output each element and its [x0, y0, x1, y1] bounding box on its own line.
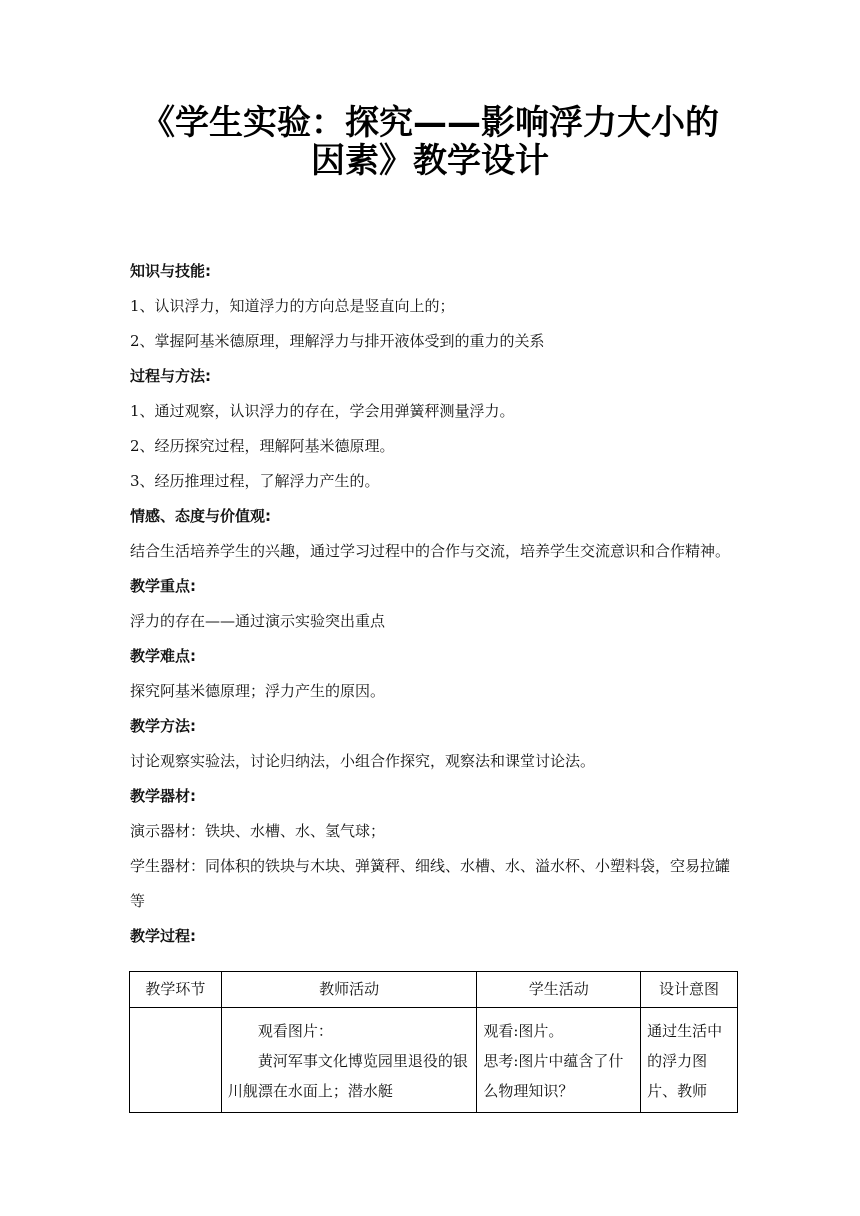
header-student: 学生活动 — [477, 972, 641, 1008]
student-cell — [477, 1008, 641, 1113]
process-item: 3、经历推理过程，了解浮力产生的。 — [130, 472, 380, 490]
knowledge-heading: 知识与技能: — [130, 262, 211, 280]
teacher-cell — [221, 1008, 477, 1113]
procedure-table — [129, 971, 738, 1113]
knowledge-item: 1、认识浮力，知道浮力的方向总是竖直向上的； — [130, 297, 455, 315]
document-title — [100, 104, 760, 180]
method-heading: 教学方法: — [130, 717, 196, 735]
intent-cell — [641, 1008, 738, 1113]
knowledge-item: 2、掌握阿基米德原理，理解浮力与排开液体受到的重力的关系 — [130, 332, 545, 350]
equipment-heading: 教学器材: — [130, 787, 196, 805]
key-heading: 教学重点: — [130, 577, 196, 595]
intent-text: 通过生活中的浮力图片、教师 — [647, 1022, 723, 1100]
title-line-2: 因素》教学设计 — [311, 141, 549, 181]
teacher-line: 黄河军事文化博览园里退役的银川舰漂在水面上；潜水艇 — [227, 1052, 468, 1100]
difficulty-text: 探究阿基米德原理；浮力产生的原因。 — [130, 682, 386, 700]
stage-cell — [130, 1008, 222, 1113]
equipment-demo: 演示器材：铁块、水槽、水、氢气球； — [130, 822, 386, 840]
method-text: 讨论观察实验法，讨论归纳法，小组合作探究，观察法和课堂讨论法。 — [130, 752, 596, 770]
equipment-student: 学生器材：同体积的铁块与木块、弹簧秤、细线、水槽、水、溢水杯、小塑料袋，空易拉罐等 — [130, 857, 731, 910]
key-text: 浮力的存在——通过演示实验突出重点 — [130, 612, 386, 630]
process-heading: 过程与方法: — [130, 367, 211, 385]
teacher-line: 观看图片： — [257, 1022, 333, 1040]
student-line: 观看:图片。 — [483, 1022, 564, 1040]
document-body — [130, 254, 740, 954]
table-header-row — [130, 972, 738, 1008]
header-stage: 教学环节 — [130, 972, 222, 1008]
emotion-text: 结合生活培养学生的兴趣，通过学习过程中的合作与交流，培养学生交流意识和合作精神。 — [130, 542, 731, 560]
student-line: 思考:图片中蕴含了什么物理知识？ — [483, 1052, 624, 1100]
table-row — [130, 1008, 738, 1113]
process-item: 1、通过观察，认识浮力的存在，学会用弹簧秤测量浮力。 — [130, 402, 515, 420]
emotion-heading: 情感、态度与价值观: — [130, 507, 271, 525]
process-item: 2、经历探究过程，理解阿基米德原理。 — [130, 437, 395, 455]
header-teacher: 教师活动 — [221, 972, 477, 1008]
header-intent: 设计意图 — [641, 972, 738, 1008]
difficulty-heading: 教学难点: — [130, 647, 196, 665]
title-line-1: 《学生实验：探究——影响浮力大小的 — [141, 103, 719, 143]
procedure-heading: 教学过程: — [130, 927, 196, 945]
